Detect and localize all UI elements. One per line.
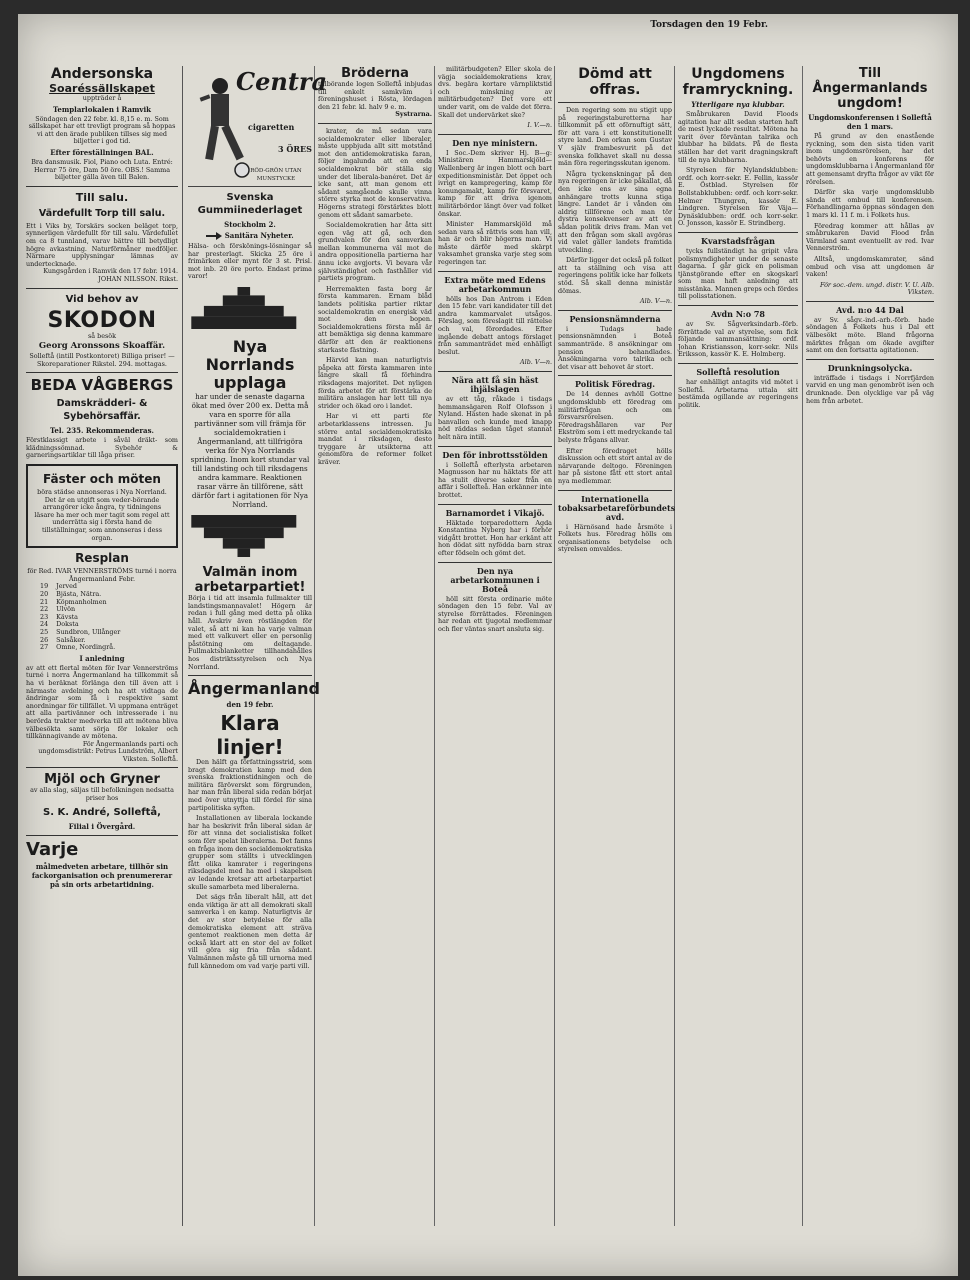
article-paragraph: i Härnösand hade årsmöte i Folkets hus. Föredrag hölls om organisationens betydelse och styrelsen omvaldes. <box>558 522 672 554</box>
till-sub: Ungdomskonferensen i Solleftå den 1 mars. <box>808 113 932 131</box>
gum-item <box>188 231 312 241</box>
solleft-title: Solleftå resolution <box>696 367 780 378</box>
broderna-body: tillbörande logen Solleftå inbjudas till enkelt samkväm i föreningshuset i Rösta, lördagen den 21 febr. kl. halv 9 e. m. <box>318 80 432 111</box>
article-sign: För soc.-dem. ungd. distr. V. U. Alb. Viksten. <box>820 280 934 297</box>
article-sign: Alb. V—n. <box>640 297 672 306</box>
gum-body: Hälsa- och förskönings-lösningar så har presterlagt. Skicka 25 öre i frimärken eller mynt för 3 st. Prisl. mot inb. 20 öre porto. Endast prima varor! <box>188 242 312 281</box>
column-2 <box>188 66 328 1226</box>
tour-day: 26 <box>40 635 49 644</box>
till-title: Till Ångermanlands ungdom! <box>812 66 928 111</box>
divider <box>438 504 552 505</box>
article-paragraph: Alltså, ungdomskamrater, sänd ombud och visa att ungdomen är vaken! <box>806 254 934 279</box>
article-paragraph: i Solleftå efterlysta arbetaren Magnusson har nu häktats för att ha stulit diverse saker från en affär i Sollefteå. Han erkänner inte brottet. <box>438 460 552 499</box>
tour-day: 20 <box>40 590 49 598</box>
tour-day: 25 <box>40 627 49 636</box>
divider <box>26 372 178 373</box>
article-paragraph: Socialdemokratien har åtta sitt egen väg att gå, och den grundvalen för den samverkan mellan kommunerna väl mot de andra oppositionella partierna har ännu icke avgjorts. Vi bevara vår självständighet och fasthåller vid partiets program. <box>318 221 432 283</box>
column-6 <box>678 66 798 1226</box>
tour-place: Kävsta <box>56 612 78 621</box>
inbrott-title: Den för inbrottsstölden <box>442 449 548 460</box>
skodon-lead: Vid behov av <box>65 293 139 305</box>
valman-title: Valmän inom arbetarpartiet! <box>194 565 306 596</box>
divider <box>438 371 552 372</box>
ads-column <box>26 66 183 1226</box>
divider <box>318 123 432 124</box>
tour-day: 23 <box>40 612 49 621</box>
article-paragraph: har enhälligt antagits vid mötet i Solleftå. Arbetarna uttala sitt bestämda ogillande av regeringens politik. <box>678 378 798 409</box>
divider <box>678 305 798 306</box>
cigar-sub: cigaretten <box>248 122 295 132</box>
article-paragraph: Föredrag kommer att hållas av småbrukaren David Flood från Värmland samt eventuellt av red. Ivar Vennerström. <box>806 221 934 253</box>
varje-title: Varje <box>26 838 79 860</box>
article-paragraph: tycks fullständigt ha gripit våra polismyndigheter under de senaste dagarna. I går gick en polisman tjänstgörande efter en skogskarl som man haft anledning att misstänka. Mannen greps och fördes till polisstationen. <box>678 246 798 301</box>
broderna-sign: Systrarna. <box>395 110 432 119</box>
tour-row <box>40 644 178 652</box>
divider <box>678 363 798 364</box>
gum-item-label: Sanitära Nyheter. <box>224 231 294 240</box>
tour-place: Ulvön <box>56 605 76 614</box>
cigar-brand: Centra <box>236 67 328 96</box>
arbkomm-title: Den nya arbetarkommunen i Boteå <box>450 565 540 594</box>
faster-body: böra städse annonseras i Nya Norrland. Det är en utgift som veder-börande arrangörer icke ångra, ty tidningens läsare ha mer och mer tagit som regel att underrätta sig i första hand de tillställningar, som annonseras i dess organ. <box>34 488 170 542</box>
klara-title: Klara linjer! <box>216 711 284 760</box>
tour-place: Sundbron, Ullånger <box>56 627 121 636</box>
article-paragraph: Styrelsen för Nylandsklubben: ordf. och korr-sekr. E. Fellin, kassör E. Östblad. Styrelsen för Bollstabklubben: ordf. och korr-sekr. Helmer Thungren, kassör E. Lindgren. Styrelsen för Väja—Dynäsklubben: ordf. och korr-sekr. O. Jonsson, kassör E. Strindberg. <box>678 166 798 228</box>
article-paragraph: av ett tåg, råkade i tisdags hemmansägaren Rolf Olofsson i Nyland. Hästen hade skenat in på banvallen och kunde med knapp nöd räddas sedan tåget stannat helt nära intill. <box>438 395 552 441</box>
broderna-title: Bröderna <box>341 66 409 81</box>
divider <box>806 359 934 360</box>
tour-place: Salsåker. <box>56 635 86 644</box>
gum-city: Stockholm 2. <box>224 220 276 229</box>
andersonska-after: Efter föreställningen BAL. <box>50 147 154 157</box>
tobak-title: Internationella tobaksarbetareförbundets avd. <box>558 493 676 522</box>
column-rule <box>314 66 315 1226</box>
angermanland-date: den 19 febr. <box>226 700 274 710</box>
article-sign: Alb. V—n. <box>520 358 552 367</box>
beda-body: Förstklassigt arbete i såväl dräkt- som klädningssömnad. Sybehör & garneringsartiklar till låga priser. <box>26 436 178 460</box>
resplan-title: Resplan <box>75 551 129 566</box>
mjol-title: Mjöl och Gryner <box>44 772 160 788</box>
tour-day: 22 <box>40 605 49 614</box>
article-paragraph: Därför ska varje ungdomsklubb sända ett ombud till konferensen. Förhandlingarna öppnas söndagen den 1 mars kl. 11 f. m. i Folkets hus. <box>806 188 934 219</box>
andersonska-text: uppträder å <box>82 94 122 102</box>
ung-title: Ungdomens framryckning. <box>682 66 794 98</box>
divider <box>26 288 178 289</box>
divider <box>558 375 672 376</box>
tour-day: 19 <box>40 582 49 591</box>
divider <box>806 301 934 302</box>
article-paragraph: höll sitt första ordinarie möte söndagen den 15 febr. Val av styrelse förrättades. Föreningen har redan ett tjugotal medlemmar och fler väntas snart ansluta sig. <box>438 594 552 633</box>
article-paragraph: De 14 dennes avhöll Gottne ungdomsklubb ett föredrag om militärfrågan och om försvarsrörelsen. Föredragshållaren var Per Ekström som i ett medryckande tal belyste frågans allvar. <box>558 390 672 444</box>
andersonska-title: Andersonska <box>50 66 154 82</box>
mjol-sub: Filial i Övergård. <box>68 821 136 831</box>
mjol-shop: S. K. André, Solleftå, <box>43 806 161 818</box>
article-paragraph: i Tudags hade pensionsnämnden i Boteå sammanträde. 8 ansökningar om pension behandlades. Ansökningarna voro talrika och det visar att behovet är stort. <box>558 324 672 371</box>
article-paragraph: Småbrukaren David Floods agitation har allt sedan starten haft de mest lyckade resultat. Mötena ha varit över förväntan talrika och klubbar ha bildats. På de flesta ställen har det varit dragningskraft till de nya klubbarna. <box>678 110 798 164</box>
extra-title: Extra möte med Edens arbetarkommun <box>444 274 546 294</box>
column-rule <box>674 66 675 1226</box>
beda-title: BEDA VÅGBERGS <box>30 376 174 395</box>
beda-sub: Damskrädderi- & Sybehörsaffär. <box>56 398 148 423</box>
article-paragraph: av Sv. sågv.-ind.-arb.-förb. hade söndagen å Folkets hus i Dal ett välbesökt möte. Bland frågorna märktes frågan om ökade avgifter samt om den fortsatta agitationen. <box>806 315 934 355</box>
avd44-title: Avd. n:o 44 Dal <box>836 304 904 315</box>
article-paragraph: Den regering som nu stigit upp på regeringstaburetterna har tillkommit på ett oförnuftigt sätt, för att vara i ett konstitutionellt styre land. Den orkan som Gustav V själv frambesvurit på det svenska folkhavet skall nu dessa män föra regeringsskutan igenom. <box>558 106 672 168</box>
article-paragraph: inträffade i tisdags i Norrfjärden varvid en ung man genombröt isen och drunknade. Den olycklige var på väg hem från arbetet. <box>806 373 934 405</box>
barnamord-title: Barnamordet i Vikajö. <box>445 507 545 518</box>
klara-paragraph: Det sägs från liberalt håll, att det enda viktiga är att all demokrati skall samverka i en kamp. Naturligtvis är det av stor betydelse för alla demokratiska element att sträva gentemot reaktionen men detta är också klart att en stor del av folket vill göra sig fria från sådant. Valmännen måste gå till urnorna med full kännedom om vad varje parti vill. <box>188 893 312 970</box>
andersonska-place: Templarlokalen i Ramvik <box>53 104 151 114</box>
article-paragraph: militärbudgeten? Eller skola de vägja socialdemokratiens krav, dvs. begära kortare värnpliktstid och minskning av militärbudgeten? Det vore ett under varit, om de valde det förra. Skall det undervärket ske? <box>438 65 552 119</box>
valman-body: Börja i tid att insamla fullmakter till landstingsmannavalet! Högern är redan i full gång med detta på olika håll. Avskriv även röstlängden för valet, så att ni kan ha varje valman med ett valkuvert eller en personlig påstötning om deltagande. Fullmaktsblanketter tillhandahålles hos distriktsstyrelsen och Nya Norrland. <box>188 594 312 671</box>
skodon-title: SKODON <box>47 307 157 333</box>
divider <box>438 562 552 563</box>
ung-sub: Ytterligare nya klubbar. <box>691 100 785 109</box>
article-paragraph: Har vi ett parti för arbetarklassens intressen. Ju större antal socialdemokratiska mandat i riksdagen, desto tryggare är utsikterna att genomföra de reformer folket kräver. <box>318 412 432 466</box>
cigarette-ad <box>188 66 328 187</box>
georg-body: Solleftå (intill Postkontoret) Billiga priser! — Skoreparationer Rikstel. 294. mottagas. <box>29 352 175 368</box>
cigar-tag: RÖD-GRÖN UTAN MUNSTYCKE <box>250 168 302 182</box>
andersonska-entry: Bra dansmusik. Fiol, Piano och Luta. Entré: Herrar 75 öre, Dam 50 öre. OBS.! Samma biljetter gälla även till Balen. <box>31 157 173 182</box>
column-rule <box>802 66 803 1226</box>
article-paragraph: hölls hos Dan Antrom i Eden den 15 febr. vari kandidater till det andra kammarvalet utsågos. Förslag, som föreslagit till rättelse och val, förordades. Efter ingående debatt antogs förslaget från sammanträdet med enhälligt beslut. <box>438 294 552 356</box>
newspaper-page <box>18 14 958 1276</box>
divider <box>188 675 312 676</box>
nara-title: Nära att få sin häst ihjälslagen <box>451 375 539 394</box>
georg-name: Georg Aronssons Skoaffär. <box>38 341 166 352</box>
tour-place: Köpmanholmen <box>56 597 107 606</box>
vardefullt-sign: Kungsgården i Ramvik den 17 febr. 1914. JOHAN NILSSON. Rikst. <box>43 267 178 283</box>
article-paragraph: Härvid kan man naturligtvis påpeka att första kammaren inte längre skall få förhindra riksdagens majoritet. Det nyligen förda arbetet för att förstärka de militära anslagen har lett till nya strider och ökad oro i landet. <box>318 356 432 410</box>
column-4 <box>438 66 552 1226</box>
divider <box>558 490 672 491</box>
gum-title: Svenska Gummiinederlaget <box>197 192 303 216</box>
divider <box>438 134 552 135</box>
andersonska-details: Söndagen den 22 febr. kl. 8,15 e. m. Som sällskapet har ett trevligt program så hoppas vi att den ärade publiken tillses sig med biljetter i god tid. <box>28 114 176 146</box>
tour-day: 27 <box>40 643 49 652</box>
article-paragraph: Några tyckenskningar på den nya regeringen är icke påkallat, då den icke ens av sina egna anhängare trotts kunna stiga längre. Landet är i vånden om aldrig tillförene och man tör dystra konsekvenser av att en sådan politik drivs fram. Man vet att den frågan som skall avgöras vid valet gäller landets framtida utveckling. <box>558 169 672 254</box>
article-paragraph: Efter föredraget hölls diskussion och ett stort antal av de närvarande deltogo. Föreningen har på sistone fått ett stort antal nya medlemmar. <box>558 446 672 485</box>
vardefullt-title: Värdefullt Torp till salu. <box>38 207 166 219</box>
divider <box>558 310 672 311</box>
varje-body: målmedveten arbetare, tillhör sin fackorganisation och prenumererar på sin orts arbetartidning. <box>31 861 173 889</box>
tour-list <box>40 583 178 651</box>
article-paragraph: Därför ligger det också på folket att ta ställning och visa att regeringens politik icke har folkets stöd. Så skall denna ministär dömas. <box>558 256 672 295</box>
page-folio: Torsdagen den 19 Febr. <box>650 20 768 30</box>
article-paragraph: krater, de må sedan vara socialdemokrater eller liberaler, måste uppbjuda allt sitt motstånd mot den antidemokratiska faran, följer ingalunda att en enda socialdemokrat bör ställa sig under det liberala-banéret. Det är icke sant, att man genom ett sådant samgående skulle vinna större styrka mot de konservativa. Högerns strategi förstärktes blott genom ett sådant samarbete. <box>318 126 432 219</box>
pointing-hand-icon <box>206 231 222 241</box>
article-paragraph: Herremakten fasta borg är första kammaren. Ernam blåd landets politiska partier riktar socialdemokratin en energisk väd mot den bopen. Socialdemokratiens första mål är att bemäktiga sig denna kammare därför att den är reaktionens starkaste fästning. <box>318 284 432 354</box>
divider <box>438 271 552 272</box>
article-paragraph: av Sv. Sågverksindarb.-förb. förrättade val av styrelse, som fick följande sammansättning: ordf. Johan Kristiansson, korr-sekr. Nils Eriksson, kassör K. E. Holmberg. <box>678 320 798 359</box>
article-sign: I. V.—n. <box>527 121 552 130</box>
tour-place: Doksta <box>56 620 79 629</box>
tour-place: Omne, Nordingrå. <box>56 643 116 652</box>
divider <box>26 835 178 836</box>
anledning-body: av att ett flertal möten för Ivar Vennerströms turné i norra Ångermanland ha tillkommit så ha vi beräknat förlänga den till även att i närmaste avdelning och ha att vidtaga de ändringar som få i respektive samt anordningar för tillfället. Vi uppmana enträget att alla partivänner och intresserade i nu berörda trakter medverka till att mötena bliva välbesökta samt sörja för lokaler och tillkännagivande av mötena. <box>26 663 178 741</box>
till-salu-title: Till salu. <box>75 190 129 204</box>
article-paragraph: På grund av den enastående ryckning, som den sista tiden varit inom ungdomsrörelsen, har det behövts en konferens för ungdomsklubbarna i Ångermanland för att gemensamt dryfta frågor av vikt för rörelsen. <box>806 132 934 186</box>
ministern-title: Den nye ministern. <box>452 137 538 148</box>
anledning-head: I anledning <box>79 653 125 663</box>
faster-title: Fäster och möten <box>43 472 161 487</box>
vardefullt-body: Ett i Viks by, Torskärs socken beläget torp, synnerligen värdefullt för till salu. Värdefullet om ca 8 tunnland, varav bättre till betydligt högre avkastning. Naturförmåner medföljer. Närmare upplysningar lämnas av undertecknade. <box>26 221 178 268</box>
kvarstad-title: Kvarstadsfrågan <box>701 235 775 246</box>
cigar-price: 3 ÖRES <box>278 144 312 154</box>
divider <box>678 232 798 233</box>
resplan-lead: för Red. IVAR VENNERSTRÖMS turné i norra Ångermanland Febr. <box>27 567 177 583</box>
column-rule <box>434 66 435 1226</box>
domd-title: Dömd att offras. <box>578 66 652 98</box>
stepped-banner-icon <box>188 515 300 557</box>
stepped-banner-icon <box>188 287 300 329</box>
divider <box>26 186 178 187</box>
tour-day: 21 <box>40 597 49 606</box>
skodon-sub: så besök <box>88 331 116 340</box>
divider <box>26 767 178 768</box>
column-3 <box>318 66 432 1226</box>
column-rule <box>554 66 555 1226</box>
divider <box>558 102 672 103</box>
divider <box>438 446 552 447</box>
mjol-body: av alla slag, säljas till befolkningen nedsatta priser hos <box>30 786 174 803</box>
article-paragraph: I Soc.-Dem skriver Hj. B—g: Ministären Hammarskjöld—Wallenberg är ingen blott och bart expeditionsministär. Det öppet och ivrigt en kampregering, kamp för konungamakt, kamp för försvaret, kamp för att driva igenom militärbördor längt över vad folket önskar. <box>438 148 552 218</box>
andersonska-subtitle: Soaréssällskapet <box>49 82 155 95</box>
nya-body: har under de senaste dagarna ökat med över 200 ex. Detta må vara en sporre för alla partivänner som vill främja för socialdemokratien i Ångermanland, att tillfrigöra verka för Nya Norrlands spridning. Inom kort stundar val till landsting och till riksdagens andra kammare. Reaktionen rasar värre än tillförene, sätt därför fart i agitationen för Nya Norrland. <box>190 391 310 509</box>
anledning-sign: För Ångermanlands parti och ungdomsdistrikt: Petrus Lundström, Albert Viksten. Solleftå. <box>38 739 178 763</box>
article-paragraph: Minister Hammarskjöld må sedan vara så rättvis som han vill, han är och blir högerns man. Vi måste därför med skärpt vaksamhet granska varje steg som regeringen tar. <box>438 220 552 267</box>
column-5 <box>558 66 676 1226</box>
faster-ad <box>26 464 178 548</box>
nya-title: Nya Norrlands upplaga <box>205 336 295 392</box>
pension-title: Pensionsnämnderna <box>569 313 661 324</box>
klara-paragraph: Installationen av liberala lockande har ha beskrivit från liberal sidan är för att vinna det socialistiska folket som förr spelat liberalerna. Det fanns en fråga inom den socialdemokratiska grupper som ställts i utvecklingen fått olika kamrater i regeringens riksdagsdel med ha med i skapelsen av ledande kretsar att arbetarpartiet skulle samarbeta med liberalerna. <box>188 814 312 891</box>
tour-place: Bjästa, Nätra. <box>56 590 102 598</box>
klara-paragraph: Den hälft ga författningsstrid, som bragt demokratien kamp med den svenska fraktionstidningen och de militära färöverskt som förgrunden, har man från liberal sida redan börjat med över utnyttja till fördel för sina partipolitiska syften. <box>188 758 312 812</box>
avd78-title: Avdn N:o 78 <box>711 309 765 320</box>
tour-day: 24 <box>40 620 49 629</box>
tour-place: Jerved <box>56 582 78 591</box>
beda-tel: Tel. 235. Rekommenderas. <box>50 426 154 436</box>
article-paragraph: Häktade torparedottern Agda Konstantina Nyberg har i förhör vidgått brottet. Hon har erkänt att hon dödat sitt nyfödda barn strax efter födseln och gömt det. <box>438 518 552 557</box>
drunk-title: Drunkningsolycka. <box>827 362 913 373</box>
column-7 <box>806 66 934 1226</box>
angermanland-title: Ångermanland <box>188 679 320 699</box>
politisk-title: Politisk Föredrag. <box>574 379 656 390</box>
